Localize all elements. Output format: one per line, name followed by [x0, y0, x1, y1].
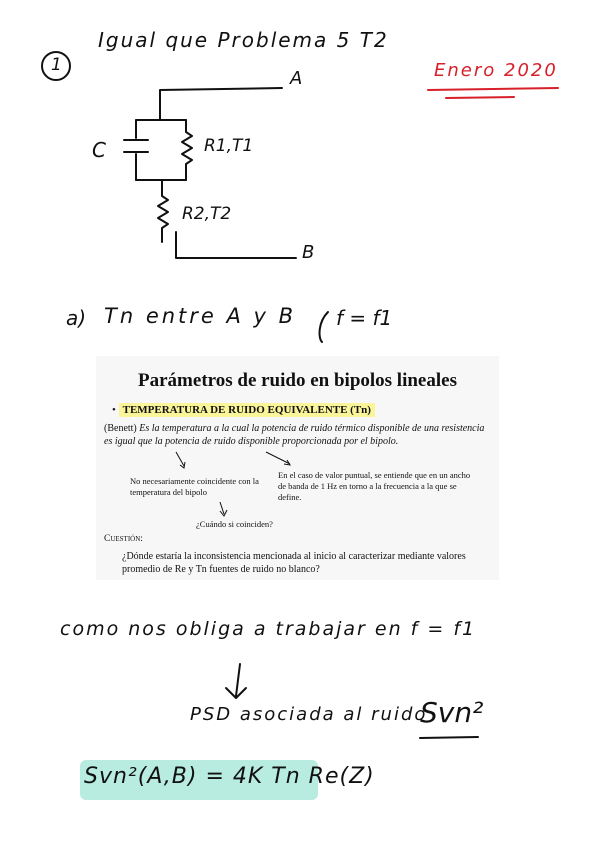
slide-title: Parámetros de ruido en bipolos lineales [138, 370, 457, 391]
down-arrow [226, 664, 246, 698]
resistor-r1-symbol [182, 120, 192, 180]
capacitor-label: C [92, 138, 106, 162]
svn-underline [420, 737, 478, 738]
question-text: ¿Dónde estaría la inconsistencia mencionada al inicio al caracterizar mediante valores promedio de Re y Tn fuentes de ruido no blanco? [122, 551, 466, 575]
part-a-condition: f = f1 [336, 306, 393, 330]
bullet-label: TEMPERATURA DE RUIDO EQUIVALENTE (Tn) [119, 403, 375, 417]
psd-formula: Svn²(A,B) = 4K Tn Re(Z) [84, 764, 375, 789]
wire-bottom [176, 232, 296, 258]
bullet-symbol: • [112, 404, 116, 416]
r1-label: R1,T1 [204, 136, 254, 156]
capacitor-symbol [124, 120, 148, 180]
r2-label: R2,T2 [182, 204, 232, 224]
resistor-r2-symbol [158, 180, 168, 242]
definition-source: (Benett) [104, 423, 137, 434]
problem-title: Igual que Problema 5 T2 [98, 28, 389, 52]
psd-symbol: Svn² [420, 696, 484, 729]
arrow-right [266, 452, 290, 465]
note-left: No necesariamente coincidente con la temperatura del bipolo [130, 476, 259, 497]
definition-text: Es la temperatura a la cual la potencia de ruido térmico disponible de una resistencia es igual que la potencia de ruido disponible proporcionada por el bipolo. [104, 423, 485, 447]
note-right: En el caso de valor puntual, se entiende que en un ancho de banda de 1 Hz en torno a la frecuencia a la que se define. [278, 470, 471, 502]
note-line-1: como nos obliga a trabajar en f = f1 [60, 618, 477, 640]
date-underline [428, 88, 558, 98]
f-mark [320, 312, 328, 342]
wire-top [160, 88, 282, 120]
arrow-bottom [220, 502, 227, 516]
arrow-left [176, 452, 185, 468]
note-line-2: PSD asociada al ruido [190, 704, 428, 725]
part-a-text: Tn entre A y B [104, 304, 297, 328]
part-a-label: a) [66, 306, 87, 330]
node-a-label: A [290, 68, 303, 89]
note-bottom: ¿Cuándo si coinciden? [196, 519, 273, 529]
problem-number: 1 [51, 55, 62, 75]
date-label: Enero 2020 [434, 60, 558, 81]
slide-arrows [96, 356, 499, 580]
node-b-label: B [302, 242, 315, 263]
slide-excerpt [96, 356, 499, 580]
question-label: Cuestión: [104, 534, 143, 544]
